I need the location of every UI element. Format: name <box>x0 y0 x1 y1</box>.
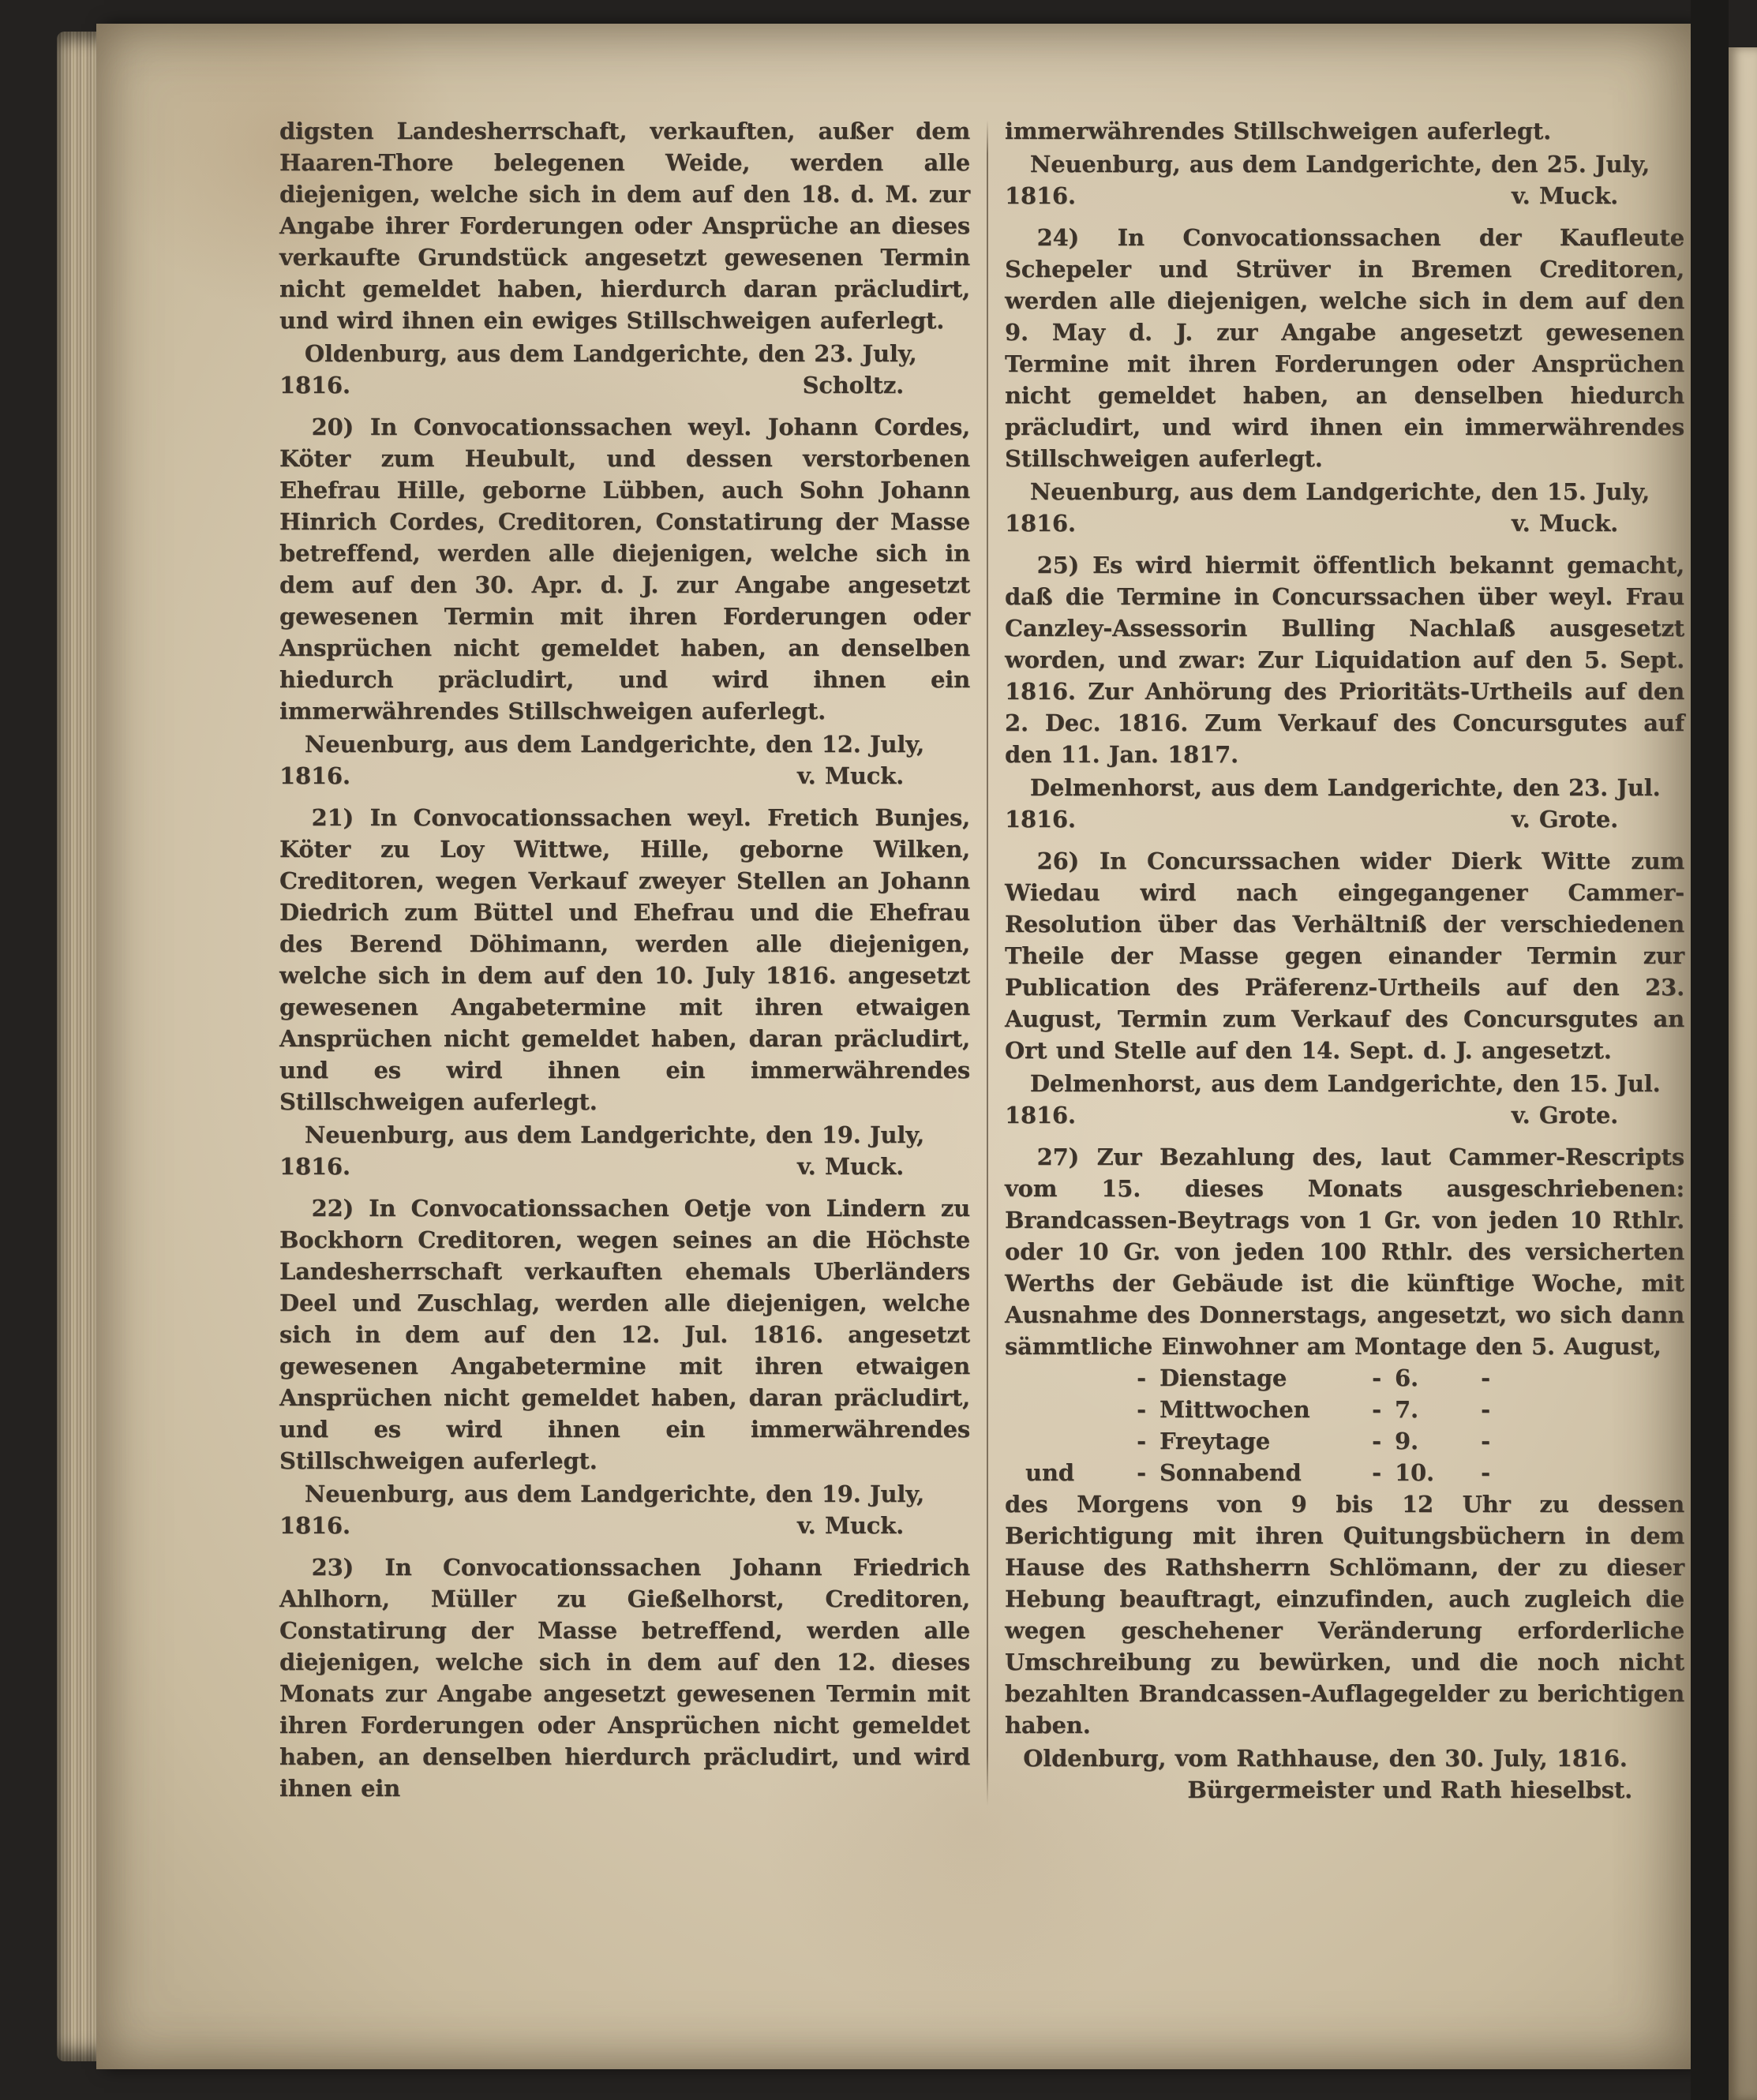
day-row-separator: - <box>1372 1396 1381 1423</box>
dateline-place-line: Neuenburg, aus dem Landgerichte, den 15. July, <box>1029 478 1650 505</box>
dateline-signature: v. Grote. <box>1511 1102 1618 1129</box>
dateline-place-line: Neuenburg, aus dem Landgerichte, den 19. July, <box>304 1480 924 1507</box>
notice-20-dateline <box>279 728 970 792</box>
notice-23-continued-text: immerwährendes Stillschweigen auferlegt. <box>1005 118 1552 144</box>
left-column <box>279 115 970 1806</box>
dateline-signature: Scholtz. <box>802 372 904 399</box>
dateline-year: 1816. <box>1005 806 1076 833</box>
day-name: Sonnabend <box>1159 1459 1302 1486</box>
payment-day-row <box>1005 1457 1684 1488</box>
notice-20-text: 20) In Convocationssachen weyl. Johann Cordes, Köter zum Heubult, und dessen verstorbenen Ehefrau Hille, geborne Lübben, auch Sohn Johann Hinrich Cordes, Creditoren, Constatirung der Masse betreffend, werden alle diejenigen, welche sich in dem auf den 30. Apr. d. J. zur Angabe angesetzt gewesenen Termin mit ihren Forderungen oder Ansprüchen nicht gemeldet haben, an denselben hiedurch präcludirt, und wird ihnen ein immerwährendes Stillschweigen auferlegt. <box>279 414 970 724</box>
day-row-separator: - <box>1137 1364 1146 1391</box>
dateline-signature: v. Grote. <box>1511 806 1618 833</box>
dateline-year: 1816. <box>279 1512 350 1539</box>
adjacent-page-sliver <box>1729 47 1757 2100</box>
notice-23-text: 23) In Convocationssachen Johann Friedrich Ahlhorn, Müller zu Gießelhorst, Creditoren, Constatirung der Masse betreffend, werden alle diejenigen, welche sich in dem auf den 12. dieses Monats zur Angabe angesetzt gewesenen Termin mit ihren Forderungen oder Ansprüchen nicht gemeldet haben, an denselben hierdurch präcludirt, und wird ihnen ein <box>279 1554 970 1802</box>
notice-21-text: 21) In Convocationssachen weyl. Fretich Bunjes, Köter zu Loy Wittwe, Hille, geborne Wilken, Creditoren, wegen Verkauf zweyer Stellen an Johann Diedrich zum Büttel und Ehefrau und die Ehefrau des Berend Döhimann, werden alle diejenigen, welche sich in dem auf den 10. July 1816. angesetzt gewesenen Angabetermine mit ihren etwaigen Ansprüchen nicht gemeldet haben, daran präcludirt, und es wird ihnen ein immerwährendes Stillschweigen auferlegt. <box>279 804 970 1115</box>
notice-23-dateline <box>1005 148 1684 211</box>
day-row-separator: - <box>1137 1396 1146 1423</box>
notice-19-continued-text: digsten Landesherrschaft, verkauften, außer dem Haaren-Thore belegenen Weide, werden alle diejenigen, welche sich in dem auf den 18. d. M. zur Angabe ihrer Forderungen oder Ansprüche an dieses verkaufte Grundstück angesetzt gewesenen Termin nicht gemeldet haben, hierdurch daran präcludirt, und wird ihnen ein ewiges Stillschweigen auferlegt. <box>279 118 970 334</box>
day-name: Dienstage <box>1159 1364 1287 1391</box>
day-row-separator: - <box>1481 1364 1490 1391</box>
day-name: Freytage <box>1159 1428 1270 1454</box>
notice-24-text: 24) In Convocationssachen der Kaufleute Schepeler und Strüver in Bremen Creditoren, werden alle diejenigen, welche sich in dem auf den 9. May d. J. zur Angabe angesetzt gewesenen Termine mit ihren Forderungen oder Ansprüchen nicht gemeldet haben, an denselben hiedurch präcludirt, und wird ihnen ein immerwährendes Stillschweigen auferlegt. <box>1005 224 1684 472</box>
notice-27-closing <box>1005 1743 1684 1806</box>
dateline-year: 1816. <box>1005 1102 1076 1129</box>
day-row-lead: und <box>1025 1459 1074 1486</box>
dateline-place-line: Delmenhorst, aus dem Landgerichte, den 23. Jul. <box>1029 774 1661 801</box>
notice-26-dateline <box>1005 1068 1684 1131</box>
day-row-separator: - <box>1372 1459 1381 1486</box>
right-column <box>1005 115 1684 1806</box>
notice-25-dateline <box>1005 772 1684 835</box>
document-page <box>96 24 1692 2069</box>
dateline-place-line: Neuenburg, aus dem Landgerichte, den 12. July, <box>304 731 924 758</box>
page-text-area <box>279 115 1684 1806</box>
day-date: 7. <box>1395 1396 1418 1423</box>
day-name: Mittwochen <box>1159 1396 1310 1423</box>
notice-27-text: 27) Zur Bezahlung des, laut Cammer-Rescripts vom 15. dieses Monats ausgeschriebenen: Brandcassen-Beytrags von 1 Gr. von jeden 10 Rthlr. oder 10 Gr. von jeden 100 Rthlr. des versicherten Werths der Gebäude ist die künftige Woche, mit Ausnahme des Donnerstags, angesetzt, wo sich dann sämmtliche Einwohner am Montage den 5. August, <box>1005 1144 1684 1360</box>
dateline-signature: v. Muck. <box>796 762 904 789</box>
day-row-separator: - <box>1481 1428 1490 1454</box>
dateline-signature: v. Muck. <box>796 1512 904 1539</box>
day-row-separator: - <box>1137 1428 1146 1454</box>
dateline-place-line: Neuenburg, aus dem Landgerichte, den 25. July, <box>1029 151 1650 178</box>
closing-dateline: Oldenburg, vom Rathhause, den 30. July, 1816. <box>1023 1745 1628 1772</box>
day-row-lead <box>1005 1394 1123 1425</box>
day-date: 10. <box>1395 1459 1434 1486</box>
day-row-separator: - <box>1372 1428 1381 1454</box>
payment-days-table <box>1005 1362 1684 1488</box>
dateline-place-line: Oldenburg, aus dem Landgerichte, den 23. July, <box>304 340 917 367</box>
day-date: 6. <box>1395 1364 1418 1391</box>
dateline-year: 1816. <box>279 372 350 399</box>
dateline-signature: v. Muck. <box>1511 182 1618 209</box>
payment-day-row <box>1005 1425 1684 1457</box>
notice-22-text: 22) In Convocationssachen Oetje von Lindern zu Bockhorn Creditoren, wegen seines an die Höchste Landesherrschaft verkauften ehemals Uberländers Deel und Zuschlag, werden alle diejenigen, welche sich in dem auf den 12. Jul. 1816. angesetzt gewesenen Angabetermine mit ihren etwaigen Ansprüchen nicht gemeldet haben, daran präcludirt, und es wird ihnen ein immerwährendes Stillschweigen auferlegt. <box>279 1195 970 1474</box>
day-row-lead <box>1005 1425 1123 1457</box>
notice-21-dateline <box>279 1119 970 1182</box>
book-gutter-gap <box>1691 0 1729 2100</box>
payment-day-row <box>1005 1394 1684 1425</box>
day-row-lead <box>1005 1362 1123 1394</box>
notice-19-dateline <box>279 338 970 401</box>
dateline-place-line: Neuenburg, aus dem Landgerichte, den 19. July, <box>304 1121 924 1148</box>
column-divider-rule <box>987 120 988 1806</box>
dateline-signature: v. Muck. <box>796 1153 904 1180</box>
day-date: 9. <box>1395 1428 1418 1454</box>
day-row-separator: - <box>1481 1459 1490 1486</box>
day-row-separator: - <box>1137 1459 1146 1486</box>
notice-24-dateline <box>1005 476 1684 539</box>
notice-27-continued-text: des Morgens von 9 bis 12 Uhr zu dessen Berichtigung mit ihren Quitungsbüchern in dem Hause des Rathsherrn Schlömann, der zu dieser Hebung beauftragt, einzufinden, auch zugleich die wegen geschehener Veränderung erforderliche Umschreibung zu bewürken, und die noch nicht bezahlten Brandcassen-Auflagegelder zu berichtigen haben. <box>1005 1491 1684 1739</box>
notice-22-dateline <box>279 1478 970 1541</box>
day-row-separator: - <box>1481 1396 1490 1423</box>
dateline-year: 1816. <box>1005 182 1076 209</box>
day-row-separator: - <box>1372 1364 1381 1391</box>
notice-25-text: 25) Es wird hiermit öffentlich bekannt gemacht, daß die Termine in Concurssachen über weyl. Frau Canzley-Assessorin Bulling Nachlaß ausgesetzt worden, und zwar: Zur Liquidation auf den 5. Sept. 1816. Zur Anhörung des Prioritäts-Urtheils auf den 2. Dec. 1816. Zum Verkauf des Concursgutes auf den 11. Jan. 1817. <box>1005 552 1684 768</box>
dateline-year: 1816. <box>279 762 350 789</box>
dateline-year: 1816. <box>1005 510 1076 537</box>
notice-26-text: 26) In Concurssachen wider Dierk Witte zum Wiedau wird nach eingegangener Cammer-Resolution über das Verhältniß der verschiedenen Theile der Masse gegen einander Termin zur Publication des Präferenz-Urtheils auf den 23. August, Termin zum Verkauf des Concursgutes an Ort und Stelle auf den 14. Sept. d. J. angesetzt. <box>1005 848 1684 1064</box>
dateline-year: 1816. <box>279 1153 350 1180</box>
closing-signature: Bürgermeister und Rath hieselbst. <box>1187 1776 1632 1803</box>
dateline-place-line: Delmenhorst, aus dem Landgerichte, den 15. Jul. <box>1029 1070 1661 1097</box>
dateline-signature: v. Muck. <box>1511 510 1618 537</box>
payment-day-row <box>1005 1362 1684 1394</box>
